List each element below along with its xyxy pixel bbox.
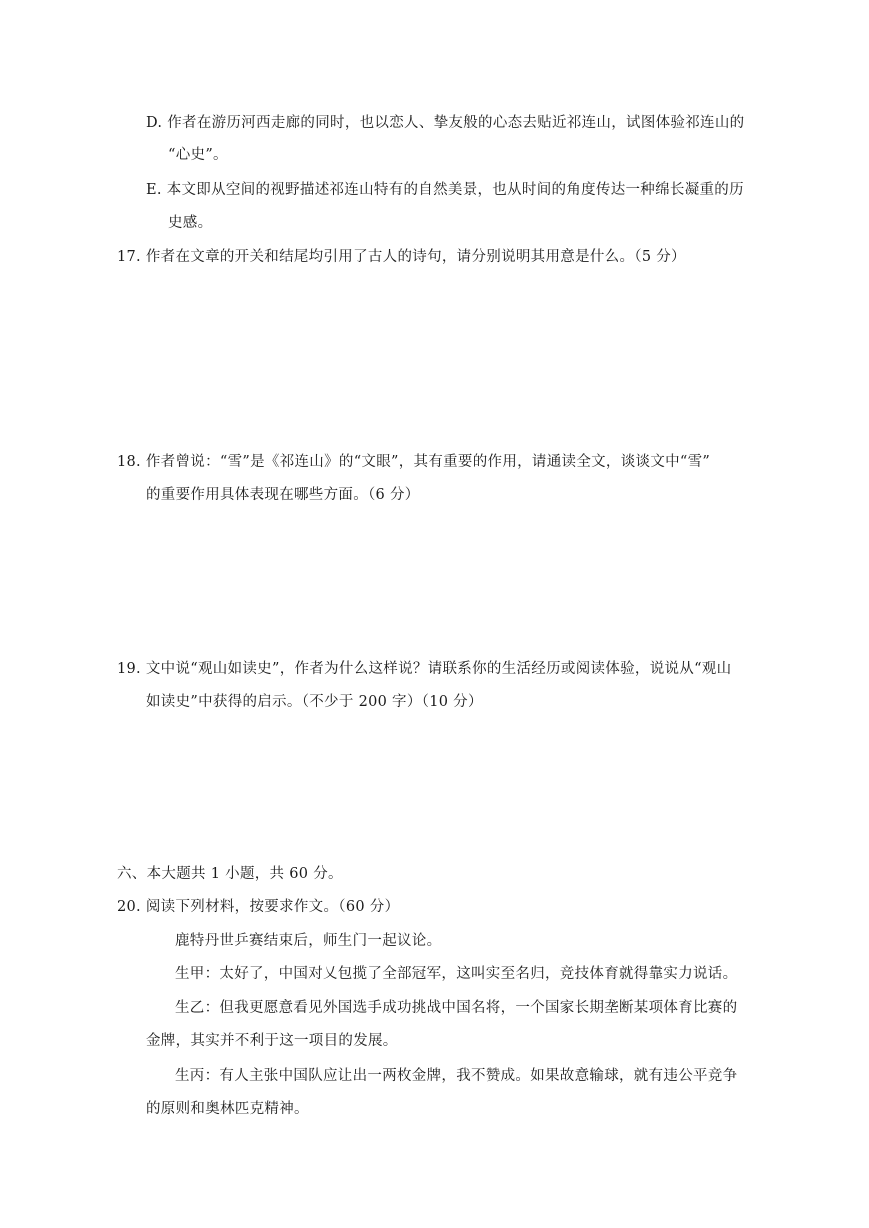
option-d-line-1: D. 作者在游历河西走廊的同时，也以恋人、挚友般的心态去贴近祁连山，试图体验祁连山的 xyxy=(146,115,745,131)
material-paragraph-4-line-2: 的原则和奥林匹克精神。 xyxy=(146,1101,309,1117)
question-19-line-2: 如读史”中获得的启示。（不少于 200 字）（10 分） xyxy=(146,694,483,710)
question-18-line-2: 的重要作用具体表现在哪些方面。（6 分） xyxy=(146,487,420,503)
option-d-line-2: “心史”。 xyxy=(168,147,228,163)
option-e-line-2: 史感。 xyxy=(168,215,213,231)
section-6-heading: 六、本大题共 1 小题，共 60 分。 xyxy=(117,866,343,882)
material-paragraph-3-line-1: 生乙：但我更愿意看见外国选手成功挑战中国名将，一个国家长期垄断某项体育比赛的 xyxy=(175,1000,738,1016)
question-20: 20. 阅读下列材料，按要求作文。（60 分） xyxy=(117,899,400,915)
option-e-line-1: E. 本文即从空间的视野描述祁连山特有的自然美景，也从时间的角度传达一种绵长凝重的历 xyxy=(146,182,744,198)
question-18-line-1: 18. 作者曾说：“雪”是《祁连山》的“文眼”，其有重要的作用，请通读全文，谈谈文中“雪” xyxy=(117,454,711,470)
material-paragraph-2: 生甲：太好了，中国对乂包揽了全部冠军，这叫实至名归，竞技体育就得靠实力说话。 xyxy=(175,966,738,982)
question-17: 17. 作者在文章的开关和结尾均引用了古人的诗句，请分别说明其用意是什么。（5 分） xyxy=(117,249,686,265)
question-19-line-1: 19. 文中说“观山如读史”，作者为什么这样说？请联系你的生活经历或阅读体验，说说从“观山 xyxy=(117,661,732,677)
material-paragraph-1: 鹿特丹世乒赛结束后，师生门一起议论。 xyxy=(175,933,442,949)
material-paragraph-4-line-1: 生丙：有人主张中国队应让出一两枚金牌，我不赞成。如果故意输球，就有违公平竞争 xyxy=(175,1068,738,1084)
material-paragraph-3-line-2: 金牌，其实并不利于这一项目的发展。 xyxy=(146,1033,398,1049)
